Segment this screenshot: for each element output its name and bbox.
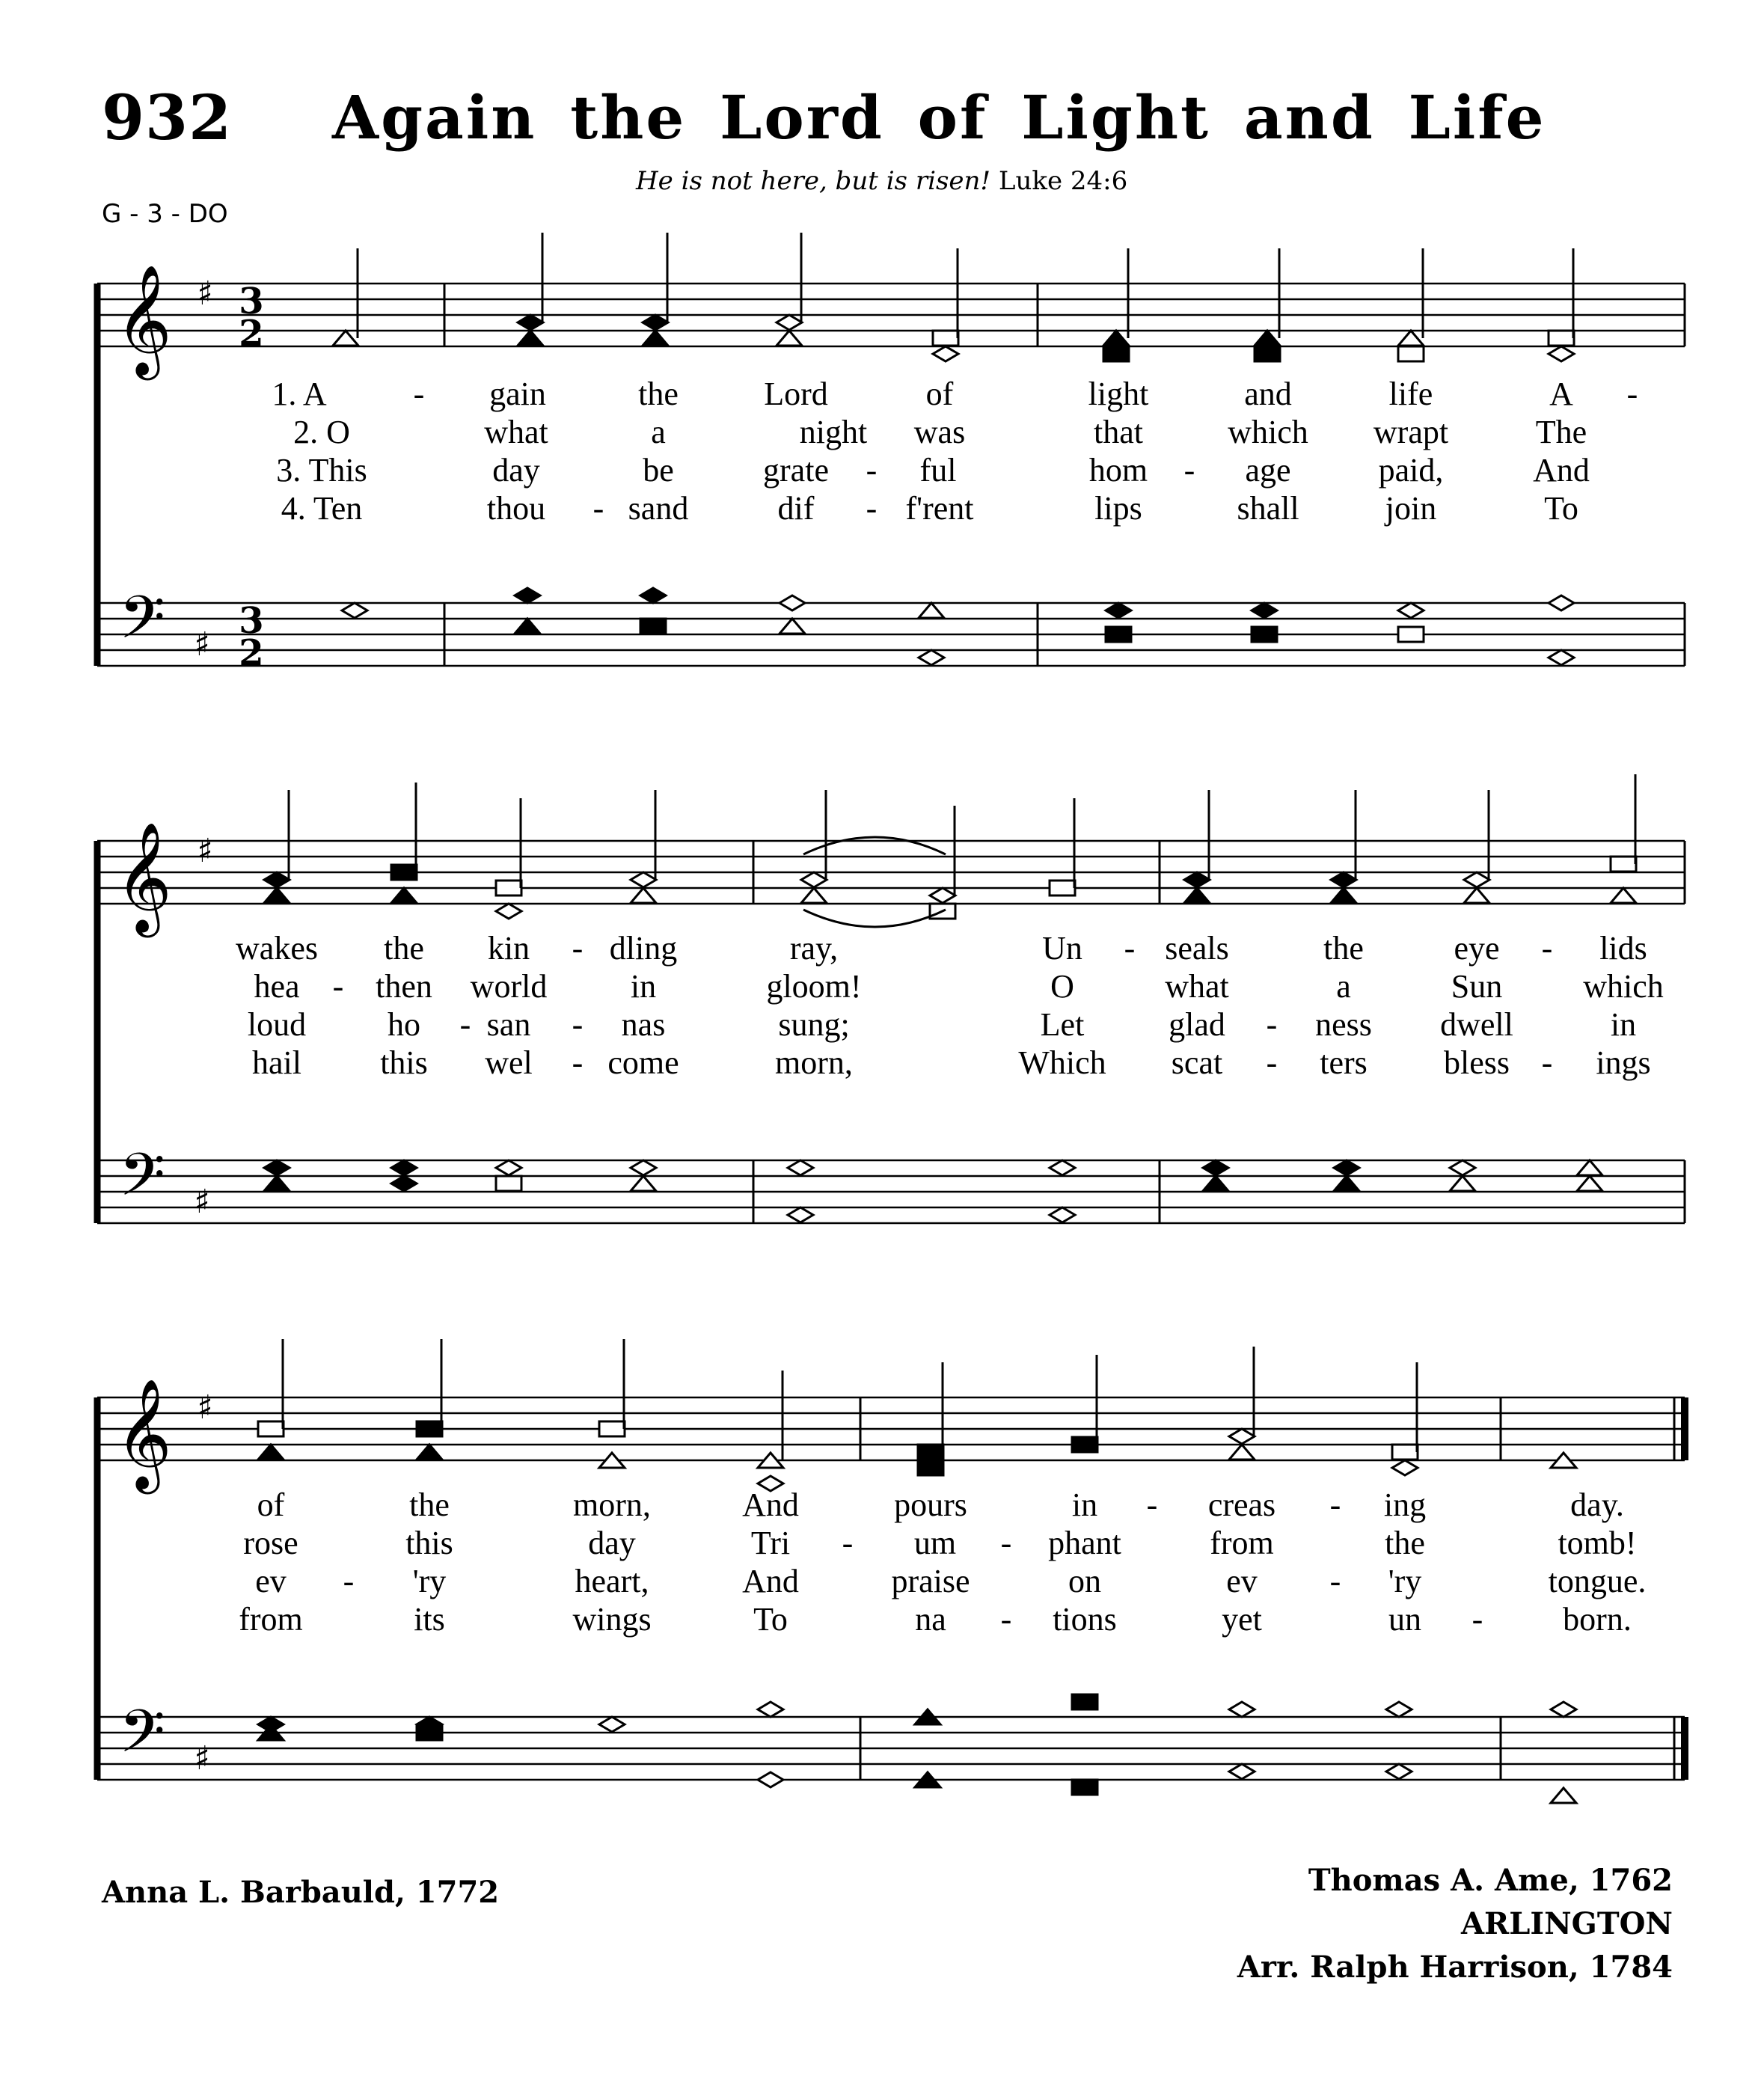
lyric-syllable: in (1610, 1006, 1637, 1043)
lyric-syllable: To (1544, 490, 1578, 527)
treble-note-head (518, 315, 543, 330)
lyric-syllable: - (866, 490, 878, 527)
lyric-syllable: - (1266, 1006, 1278, 1043)
lyric-syllable: morn, (775, 1044, 853, 1081)
bass-clef-icon: 𝄢 (119, 583, 165, 667)
treble-note-head (496, 904, 521, 919)
lyric-syllable: praise (891, 1563, 970, 1599)
lyric-syllable: 'ry (1388, 1563, 1422, 1599)
treble-note-head (1331, 872, 1356, 887)
treble-note-head (631, 872, 656, 887)
lyric-syllable: - (866, 452, 878, 489)
treble-note-head (264, 872, 290, 887)
bass-note-head (391, 1176, 417, 1191)
lyric-syllable: - (842, 1525, 854, 1561)
lyric-syllable: night (799, 414, 868, 450)
key-sharp-icon: ♯ (194, 1739, 210, 1777)
lyric-syllable: - (1471, 1601, 1483, 1638)
bass-note-head (1252, 603, 1277, 618)
lyric-syllable: a (651, 414, 666, 450)
lyric-syllable: na (915, 1601, 946, 1638)
bass-note-head (631, 1176, 656, 1191)
lyric-syllable: and (1244, 376, 1292, 412)
treble-note-head (1229, 1445, 1255, 1460)
lyric-syllable: a (1336, 968, 1351, 1005)
treble-note-head (777, 315, 802, 330)
treble-note-head (1050, 881, 1075, 895)
lyric-syllable: - (1626, 376, 1638, 412)
lyric-syllable: from (1210, 1525, 1274, 1561)
treble-note-head (1103, 346, 1129, 361)
lyric-syllable: thou (486, 490, 546, 527)
lyric-syllable: the (1385, 1525, 1425, 1561)
lyric-syllable: And (1533, 452, 1590, 489)
lyric-syllable: kin (487, 930, 530, 967)
treble-clef-icon: 𝄞 (115, 1378, 172, 1489)
lyric-syllable: wel (485, 1044, 533, 1081)
lyric-syllable: sung; (778, 1006, 850, 1043)
bass-note-head (515, 619, 540, 634)
lyric-syllable: wings (572, 1601, 652, 1638)
bass-note-head (1450, 1176, 1475, 1191)
epigraph-reference: Luke 24:6 (998, 166, 1128, 196)
lyric-syllable: To (753, 1601, 788, 1638)
treble-note-head (1464, 888, 1489, 903)
lyric-syllable: - (459, 1006, 471, 1043)
bass-note-head (496, 1176, 521, 1191)
treble-note-head (1184, 888, 1210, 903)
bass-note-head (1450, 1160, 1475, 1175)
treble-note-head (258, 1421, 284, 1436)
lyric-syllable: the (409, 1486, 450, 1523)
treble-note-head (1072, 1437, 1097, 1452)
lyric-syllable: - (1183, 452, 1195, 489)
lyric-syllable: of (925, 376, 954, 412)
lyric-syllable: ev (1226, 1563, 1258, 1599)
lyric-syllable: nas (621, 1006, 666, 1043)
bass-note-head (1229, 1702, 1255, 1717)
bass-note-head (758, 1702, 783, 1717)
bass-note-head (1386, 1702, 1412, 1717)
lyric-syllable: lips (1094, 490, 1142, 527)
time-signature-bottom: 2 (239, 632, 264, 674)
treble-note-head (1392, 1445, 1418, 1460)
bass-note-head (1203, 1176, 1228, 1191)
lyric-syllable: ful (919, 452, 957, 489)
lyric-syllable: this (380, 1044, 428, 1081)
lyric-syllable: paid, (1378, 452, 1444, 489)
lyric-syllable: eye (1454, 930, 1500, 967)
treble-note-head (496, 881, 521, 895)
bass-note-head (1050, 1160, 1075, 1175)
lyric-syllable: from (239, 1601, 303, 1638)
treble-note-head (631, 888, 656, 903)
lyric-syllable: tomb! (1558, 1525, 1637, 1561)
lyric-syllable: morn, (573, 1486, 651, 1523)
tune-name: ARLINGTON (1460, 1906, 1673, 1941)
lyric-syllable: - (1000, 1525, 1012, 1561)
lyric-syllable: wrapt (1373, 414, 1449, 450)
lyric-syllable: - (1124, 930, 1136, 967)
bass-note-head (1551, 1788, 1576, 1803)
bass-note-head (1072, 1780, 1097, 1795)
bass-note-head (1551, 1702, 1576, 1717)
lyric-syllable: hail (252, 1044, 301, 1081)
lyric-syllable: tongue. (1548, 1563, 1647, 1599)
lyric-syllable: un (1388, 1601, 1421, 1638)
lyric-syllable: glad (1169, 1006, 1225, 1043)
lyric-syllable: Which (1018, 1044, 1106, 1081)
lyric-syllable: lids (1599, 930, 1647, 967)
lyric-syllable: be (643, 452, 674, 489)
lyric-syllable: gain (489, 376, 546, 412)
lyric-syllable: - (1541, 930, 1553, 967)
lyric-syllable: day (492, 452, 540, 489)
lyric-syllable: - (572, 930, 584, 967)
lyric-syllable: then (376, 968, 432, 1005)
lyric-syllable: - (1146, 1486, 1158, 1523)
treble-note-head (258, 1445, 284, 1460)
lyric-syllable: the (638, 376, 679, 412)
treble-note-head (264, 888, 290, 903)
lyric-syllable: scat (1171, 1044, 1223, 1081)
lyric-syllable: dling (609, 930, 678, 967)
bass-note-head (758, 1772, 783, 1787)
key-info: G - 3 - DO (102, 199, 228, 229)
bass-clef-icon: 𝄢 (119, 1140, 165, 1224)
treble-clef-icon: 𝄞 (115, 264, 172, 376)
lyric-syllable: ing (1383, 1486, 1427, 1523)
lyric-syllable: - (413, 376, 425, 412)
treble-note-head (918, 1445, 943, 1460)
time-signature-top: 3 (239, 600, 264, 642)
bass-note-head (1252, 627, 1277, 642)
lyric-syllable: of (257, 1486, 285, 1523)
treble-note-head (391, 888, 417, 903)
lyric-syllable: come (607, 1044, 679, 1081)
lyric-syllable: that (1094, 414, 1143, 450)
lyric-syllable: what (1165, 968, 1229, 1005)
lyric-syllable: The (1535, 414, 1587, 450)
lyric-syllable: gloom! (766, 968, 862, 1005)
lyric-syllable: wakes (236, 930, 318, 967)
arranger-credit: Arr. Ralph Harrison, 1784 (1237, 1950, 1673, 1985)
bass-note-head (1050, 1207, 1075, 1222)
bass-note-head (1386, 1764, 1412, 1779)
treble-note-head (417, 1445, 442, 1460)
lyric-syllable: ness (1315, 1006, 1372, 1043)
treble-note-head (801, 872, 827, 887)
lyric-syllable: born. (1563, 1601, 1632, 1638)
lyric-syllable: which (1583, 968, 1664, 1005)
treble-note-head (1103, 331, 1129, 346)
lyric-syllable: - (572, 1006, 584, 1043)
hymn-number: 932 (102, 82, 233, 154)
bass-note-head (1334, 1176, 1359, 1191)
lyric-syllable: light (1088, 376, 1149, 412)
lyric-syllable: on (1068, 1563, 1101, 1599)
key-sharp-icon: ♯ (197, 275, 213, 313)
lyric-syllable: - (1541, 1044, 1553, 1081)
treble-note-head (1611, 857, 1636, 872)
lyric-syllable: phant (1048, 1525, 1121, 1561)
composer-credit: Thomas A. Ame, 1762 (1308, 1863, 1673, 1898)
lyric-syllable: life (1388, 376, 1433, 412)
lyric-syllable: 2. O (293, 414, 350, 450)
bass-note-head (264, 1160, 290, 1175)
treble-note-head (333, 331, 358, 346)
lyric-syllable: - (1000, 1601, 1012, 1638)
key-sharp-icon: ♯ (197, 1388, 213, 1427)
lyric-syllable: ray, (789, 930, 839, 967)
bass-note-head (1549, 650, 1574, 665)
bass-note-head (1334, 1160, 1359, 1175)
key-sharp-icon: ♯ (194, 1183, 210, 1221)
tie-slur (803, 910, 946, 927)
lyric-syllable: sand (628, 490, 689, 527)
treble-note-head (1611, 888, 1636, 903)
lyric-syllable: pours (894, 1486, 967, 1523)
bass-note-head (1229, 1764, 1255, 1779)
time-signature-bottom: 2 (239, 313, 264, 355)
author-credit: Anna L. Barbauld, 1772 (102, 1875, 500, 1910)
lyric-syllable: dif (777, 490, 815, 527)
bass-note-head (1577, 1176, 1602, 1191)
lyric-syllable: the (384, 930, 424, 967)
lyric-syllable: join (1385, 490, 1437, 527)
lyric-syllable: ings (1596, 1044, 1651, 1081)
lyric-syllable: was (913, 414, 966, 450)
treble-note-head (1549, 331, 1574, 346)
treble-note-head (1398, 346, 1424, 361)
lyric-syllable: - (332, 968, 344, 1005)
lyric-syllable: which (1228, 414, 1308, 450)
lyric-syllable: f'rent (905, 490, 974, 527)
treble-note-head (1392, 1460, 1418, 1475)
bass-note-head (780, 619, 805, 634)
lyric-syllable: seals (1165, 930, 1229, 967)
lyric-syllable: - (1329, 1563, 1341, 1599)
treble-note-head (643, 315, 668, 330)
treble-note-head (1398, 331, 1424, 346)
key-sharp-icon: ♯ (194, 625, 210, 664)
lyric-syllable: ev (255, 1563, 287, 1599)
treble-note-head (930, 888, 955, 903)
lyric-syllable: Sun (1451, 968, 1503, 1005)
bass-note-head (1203, 1160, 1228, 1175)
lyric-syllable: um (913, 1525, 957, 1561)
lyric-syllable: grate (763, 452, 829, 489)
treble-note-head (933, 331, 958, 346)
lyric-syllable: yet (1222, 1601, 1262, 1638)
treble-note-head (918, 1460, 943, 1475)
lyric-syllable: Tri (750, 1525, 791, 1561)
lyric-syllable: age (1245, 452, 1291, 489)
treble-note-head (1255, 346, 1280, 361)
lyric-syllable: - (343, 1563, 355, 1599)
epigraph-quote: He is not here, but is risen! (636, 166, 991, 196)
bass-note-head (780, 595, 805, 610)
lyric-syllable: rose (243, 1525, 298, 1561)
treble-note-head (417, 1421, 442, 1436)
bass-note-head (1549, 595, 1574, 610)
bass-clef-icon: 𝄢 (119, 1697, 165, 1780)
lyric-syllable: 'ry (412, 1563, 447, 1599)
bass-note-head (1072, 1694, 1097, 1709)
lyric-syllable: - (572, 1044, 584, 1081)
treble-note-head (599, 1421, 625, 1436)
lyric-syllable: what (484, 414, 548, 450)
lyric-syllable: loud (247, 1006, 307, 1043)
bass-note-head (640, 588, 666, 603)
bass-note-head (919, 650, 944, 665)
lyric-syllable: O (1050, 968, 1074, 1005)
bass-note-head (788, 1207, 813, 1222)
treble-note-head (801, 888, 827, 903)
bass-note-head (342, 603, 367, 618)
lyric-syllable: shall (1237, 490, 1299, 527)
lyric-syllable: in (1071, 1486, 1098, 1523)
treble-note-head (933, 346, 958, 361)
lyric-syllable: world (470, 968, 548, 1005)
bass-note-head (496, 1160, 521, 1175)
lyric-syllable: dwell (1440, 1006, 1513, 1043)
key-sharp-icon: ♯ (197, 832, 213, 870)
treble-note-head (1331, 888, 1356, 903)
bass-note-head (599, 1717, 625, 1732)
lyric-syllable: Let (1040, 1006, 1085, 1043)
treble-note-head (1464, 872, 1489, 887)
bass-note-head (1106, 627, 1131, 642)
lyric-syllable: heart, (575, 1563, 649, 1599)
lyric-syllable: ters (1320, 1044, 1368, 1081)
lyric-syllable: And (742, 1486, 799, 1523)
lyric-syllable: hea (254, 968, 300, 1005)
bass-note-head (515, 588, 540, 603)
lyric-syllable: A (1549, 376, 1573, 412)
bass-note-head (1106, 603, 1131, 618)
lyric-syllable: 4. Ten (281, 490, 363, 527)
lyric-syllable: 1. A (272, 376, 327, 412)
lyric-syllable: hom (1088, 452, 1148, 489)
lyric-syllable: Un (1042, 930, 1082, 967)
lyric-syllable: - (1329, 1486, 1341, 1523)
lyric-syllable: - (592, 490, 604, 527)
bass-note-head (1577, 1160, 1602, 1175)
bass-note-head (788, 1160, 813, 1175)
treble-note-head (1255, 331, 1280, 346)
lyric-syllable: day (588, 1525, 636, 1561)
treble-note-head (643, 331, 668, 346)
treble-note-head (518, 331, 543, 346)
bass-note-head (640, 619, 666, 634)
treble-note-head (391, 865, 417, 880)
lyric-syllable: And (742, 1563, 799, 1599)
bass-note-head (1398, 627, 1424, 642)
treble-note-head (1184, 872, 1210, 887)
bass-note-head (919, 603, 944, 618)
lyric-syllable: this (405, 1525, 453, 1561)
lyric-syllable: Lord (764, 376, 828, 412)
lyric-syllable: 3. This (276, 452, 367, 489)
lyric-syllable: ho (388, 1006, 420, 1043)
lyric-syllable: its (414, 1601, 445, 1638)
lyric-syllable: san (486, 1006, 531, 1043)
bass-note-head (264, 1176, 290, 1191)
lyric-syllable: tions (1053, 1601, 1117, 1638)
lyric-syllable: day. (1570, 1486, 1624, 1523)
treble-note-head (1549, 346, 1574, 361)
lyric-syllable: - (1266, 1044, 1278, 1081)
bass-note-head (1398, 603, 1424, 618)
lyric-syllable: bless (1444, 1044, 1510, 1081)
treble-note-head (1229, 1429, 1255, 1444)
time-signature-top: 3 (239, 281, 264, 322)
lyric-syllable: creas (1207, 1486, 1276, 1523)
hymn-title: Again the Lord of Light and Life (332, 82, 1546, 153)
treble-note-head (777, 331, 802, 346)
bass-note-head (417, 1725, 442, 1740)
bass-note-head (631, 1160, 656, 1175)
lyric-syllable: the (1323, 930, 1364, 967)
lyric-syllable: in (630, 968, 657, 1005)
treble-clef-icon: 𝄞 (115, 821, 172, 933)
bass-note-head (391, 1160, 417, 1175)
